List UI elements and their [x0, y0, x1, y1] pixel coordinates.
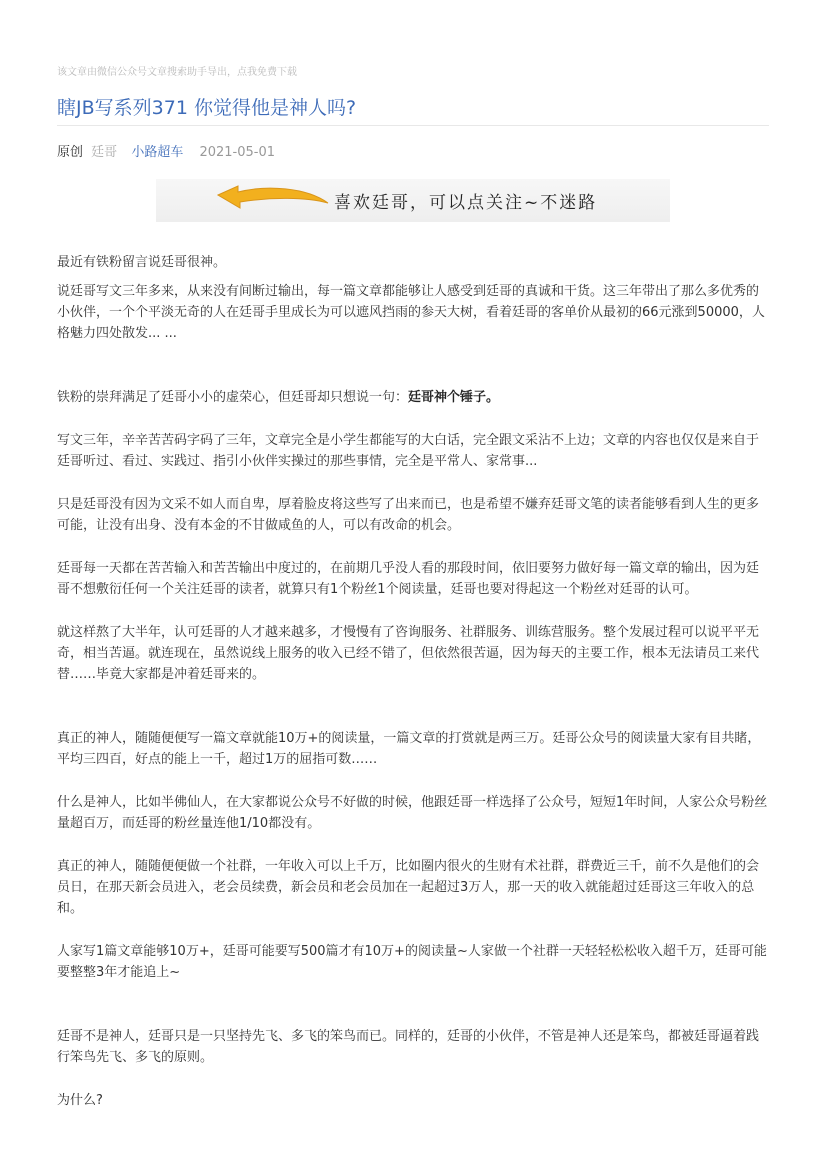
paragraph-text: 铁粉的崇拜满足了廷哥小小的虚荣心，但廷哥却只想说一句： — [57, 390, 409, 405]
paragraph: 廷哥每一天都在苦苦输入和苦苦输出中度过的，在前期几乎没人看的那段时间，依旧要努力做好每一篇文章的输出，因为廷哥不想敷衍任何一个关注廷哥的读者，就算只有1个粉丝1个阅读量，廷哥也要对得起这一个粉丝对廷哥的认可。 — [57, 561, 760, 597]
paragraph: 说廷哥写文三年多来，从来没有间断过输出，每一篇文章都能够让人感受到廷哥的真诚和干货。这三年带出了那么多优秀的小伙伴，一个个平淡无奇的人在廷哥手里成长为可以遮风挡雨的参天大树，看着廷哥的客单价从最初的66元涨到50000，人格魅力四处散发... ... — [57, 284, 765, 341]
paragraph — [57, 387, 769, 408]
paragraph: 真正的神人，随随便便做一个社群，一年收入可以上千万，比如圈内很火的生财有术社群，群费近三千，前不久是他们的会员日，在那天新会员进入，老会员续费，新会员和老会员加在一起超过3万人，那一天的收入就能超过廷哥这三年收入的总和。 — [57, 859, 760, 916]
author-name: 廷哥 — [91, 145, 118, 160]
export-notice-link[interactable]: 该文章由微信公众号文章搜索助手导出，点我免费下载 — [57, 67, 297, 78]
original-tag: 原创 — [57, 145, 84, 160]
publish-date: 2021-05-01 — [199, 145, 276, 160]
paragraph: 什么是神人，比如半佛仙人，在大家都说公众号不好做的时候，他跟廷哥一样选择了公众号，短短1年时间，人家公众号粉丝量超百万，而廷哥的粉丝量连他1/10都没有。 — [57, 795, 768, 831]
paragraph: 就这样熬了大半年，认可廷哥的人才越来越多，才慢慢有了咨询服务、社群服务、训练营服务。整个发展过程可以说平平无奇，相当苦逼。就连现在，虽然说线上服务的收入已经不错了，但依然很苦逼，因为每天的主要工作，根本无法请员工来代替……毕竟大家都是冲着廷哥来的。 — [57, 625, 760, 682]
paragraph: 廷哥不是神人，廷哥只是一只坚持先飞、多飞的笨鸟而已。同样的，廷哥的小伙伴，不管是神人还是笨鸟，都被廷哥逼着践行笨鸟先飞、多飞的原则。 — [57, 1029, 760, 1065]
title-divider — [57, 125, 769, 126]
follow-banner — [156, 179, 670, 222]
article-meta — [57, 141, 275, 160]
paragraph: 为什么? — [57, 1093, 103, 1108]
banner-text: 喜欢廷哥，可以点关注~不迷路 — [334, 193, 598, 213]
paragraph: 真正的神人，随随便便写一篇文章就能10万+的阅读量，一篇文章的打赏就是两三万。廷哥公众号的阅读量大家有目共睹，平均三四百，好点的能上一千，超过1万的屈指可数…… — [57, 731, 761, 767]
paragraph: 只是廷哥没有因为文采不如人而自卑，厚着脸皮将这些写了出来而已，也是希望不嫌弃廷哥文笔的读者能够看到人生的更多可能，让没有出身、没有本金的不甘做咸鱼的人，可以有改命的机会。 — [57, 497, 760, 533]
bold-emphasis: 廷哥神个锤子。 — [408, 390, 500, 405]
article-content — [57, 252, 769, 1111]
account-link[interactable]: 小路超车 — [131, 145, 184, 160]
curved-arrow-icon — [216, 181, 331, 219]
paragraph: 最近有铁粉留言说廷哥很神。 — [57, 255, 227, 270]
article-title: 瞎JB写系列371 你觉得他是神人吗? — [57, 97, 357, 119]
paragraph: 人家写1篇文章能够10万+，廷哥可能要写500篇才有10万+的阅读量~人家做一个社群一天轻轻松松收入超千万，廷哥可能要整整3年才能追上~ — [57, 944, 767, 980]
paragraph: 写文三年，辛辛苦苦码字码了三年，文章完全是小学生都能写的大白话，完全跟文采沾不上边；文章的内容也仅仅是来自于廷哥听过、看过、实践过、指引小伙伴实操过的那些事情，完全是平常人、家常事... — [57, 433, 760, 469]
